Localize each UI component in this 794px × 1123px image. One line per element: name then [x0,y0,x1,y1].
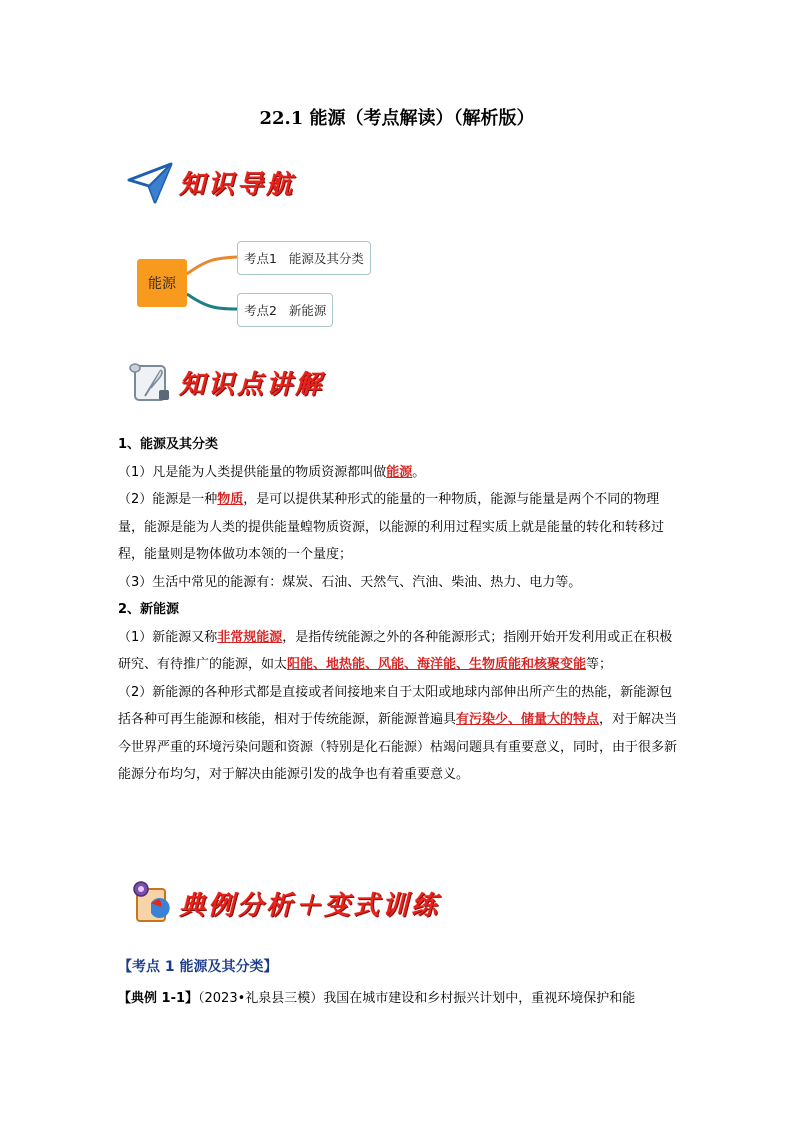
example-label: 【典例 1-1】 [118,991,199,1006]
highlight-text: 非常规能源 [217,629,283,645]
example-text: （2023•礼泉县三模）我国在城市建设和乡村振兴计划中，重视环境保护和能 [198,991,636,1006]
paragraph: （3）生活中常见的能源有：煤炭、石油、天然气、汽油、柴油、热力、电力等。 [118,574,582,590]
section-heading: 1、能源及其分类 [118,437,219,452]
text: （1）凡是能为人类提供能量的物质资源都叫做 [118,464,387,480]
mind-map [137,234,397,334]
mind-map-root: 能源 [137,259,187,307]
highlight-text: 有污染少、储量大的特点 [456,712,600,727]
banner-title: 典例分析＋变式训练 [179,890,441,921]
paragraph [118,486,678,569]
mind-map-node-kaodian2: 考点2 新能源 [237,293,333,327]
text: 。 [412,464,426,480]
banner-knowledge-points [125,356,324,408]
text: （1）新能源又称 [118,629,218,645]
section-heading: 2、新能源 [118,602,180,617]
mind-map-node-kaodian1: 考点1 能源及其分类 [237,241,371,275]
text: 等； [586,657,613,672]
text: ，是可以提供某种形式的能量的一种物质，能源与能量是两个不同的物理量，能源是能为人类的提供能量蝗物质资源，以能源的利用过程实质上就是能量的转化和转移过程，能量则是物体做功本领的一个量度； [118,492,665,562]
banner-title: 知识点讲解 [179,369,325,400]
banner-examples [125,877,440,929]
highlight-text: 物质 [217,492,244,507]
paper-plane-icon [125,156,177,208]
banner-title: 知识导航 [179,169,296,200]
scroll-quill-icon [125,356,177,408]
page-title: 22.1 能源（考点解读）（解析版） [259,108,535,129]
paragraph [118,624,678,679]
knowledge-content [118,431,678,789]
text: ，对于解决当今世界严重的环境污染问题和资源（特别是化石能源）枯竭问题具有重要意义，同时，由于很多新能源分布均匀，对于解决由能源引发的战争也有着重要意义。 [118,712,678,782]
text: （2）新能源的各种形式都是直接或者间接地来自于太阳或地球内部伸出所产生的热能，新能源包括各种可再生能源和核能，相对于传统能源，新能源普遍具 [118,684,673,727]
paragraph [118,679,678,789]
scroll-chart-icon [125,877,177,929]
example-line [118,987,688,1006]
highlight-text: 能源 [386,464,413,480]
kaodian-heading: 【考点 1 能源及其分类】 [118,959,278,975]
paragraph [118,459,678,487]
banner-knowledge-nav [125,156,295,208]
text: （2）能源是一种 [118,492,218,507]
highlight-text: 阳能、地热能、风能、海洋能、生物质能和核聚变能 [287,657,587,672]
text: ，是指传统能源之外的各种能源形式；指刚开始开发利用或正在积极研究、有待推广的能源，如太 [118,629,673,672]
